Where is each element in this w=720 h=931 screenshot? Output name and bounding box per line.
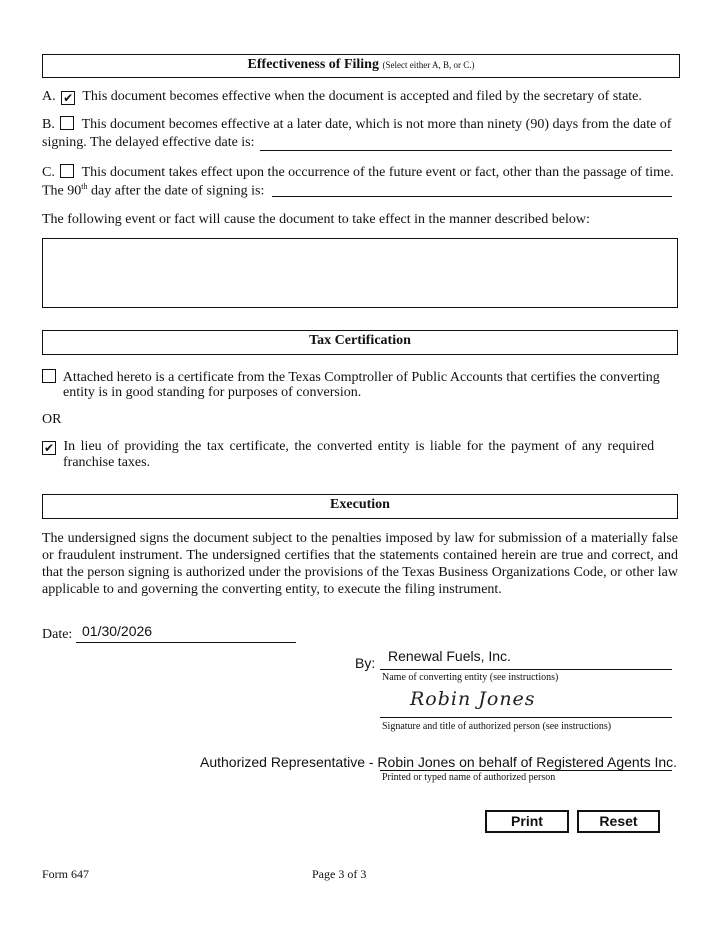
option-a-label: A. — [42, 89, 56, 104]
option-b — [42, 116, 671, 133]
c-post: day after the date of signing is: — [87, 183, 265, 199]
c-pre: The 90 — [42, 183, 82, 199]
option-b-label: B. — [42, 117, 55, 132]
tax-option-2-text2: franchise taxes. — [63, 455, 151, 470]
form-number: Form 647 — [42, 867, 90, 881]
date-value: 01/30/2026 — [82, 623, 153, 639]
option-b-text2: signing. The delayed effective date is: — [42, 135, 255, 150]
reset-button[interactable]: Reset — [577, 810, 660, 833]
tax-option-1 — [40, 369, 660, 386]
tax-option-1-text: Attached hereto is a certificate from the Texas Comptroller of Public Accounts that certifies the converting — [62, 370, 660, 385]
entity-name-value: Renewal Fuels, Inc. — [388, 648, 511, 664]
tax-option-2-text: In lieu of providing the tax certificate, the converted entity is liable for the payment of any required — [63, 439, 655, 454]
effectiveness-header — [42, 54, 680, 78]
delayed-date-field[interactable] — [260, 150, 672, 151]
or-label: OR — [42, 412, 62, 427]
date-label: Date: — [42, 627, 73, 642]
printed-name-caption: Printed or typed name of authorized person — [382, 772, 556, 783]
effectiveness-subtitle: (Select either A, B, or C.) — [382, 60, 475, 70]
date-field[interactable] — [76, 642, 296, 643]
execution-header — [42, 494, 678, 519]
page-number: Page 3 of 3 — [312, 867, 367, 881]
entity-name-field[interactable] — [380, 669, 672, 670]
tax-header — [42, 330, 678, 355]
option-a-checkbox[interactable]: ✔ — [63, 91, 74, 105]
tax-certificate-checkbox[interactable] — [42, 369, 56, 383]
by-label: By: — [355, 655, 376, 671]
tax-title: Tax Certification — [309, 333, 411, 348]
option-c-text: This document takes effect upon the occurrence of the future event or fact, other than the passage of time. — [81, 165, 674, 180]
signature-caption: Signature and title of authorized person (see instructions) — [382, 721, 612, 732]
tax-option-2 — [40, 439, 654, 455]
signature-field[interactable] — [380, 717, 672, 718]
event-textarea[interactable] — [42, 238, 678, 308]
option-c-text2 — [42, 182, 264, 200]
option-a-text: This document becomes effective when the document is accepted and filed by the secretary of state. — [82, 89, 642, 104]
tax-option-1-text2: entity is in good standing for purposes of conversion. — [63, 385, 362, 400]
c-sup: th — [81, 182, 88, 191]
event-label: The following event or fact will cause the document to take effect in the manner described below: — [42, 212, 590, 227]
option-b-text: This document becomes effective at a later date, which is not more than ninety (90) days from the date of — [81, 117, 672, 132]
franchise-tax-checkbox[interactable]: ✔ — [43, 441, 55, 455]
signature-image: Robin Jones — [410, 688, 536, 710]
option-c — [42, 164, 674, 181]
printed-name-field[interactable] — [380, 770, 672, 771]
option-a — [42, 89, 642, 105]
option-b-checkbox[interactable] — [60, 116, 74, 130]
execution-paragraph: The undersigned signs the document subject to the penalties imposed by law for submission of a materially false or fraudulent instrument. The undersigned certifies that the statements contained herein are true and correct, and that the person signing is authorized under the provisions of the Texas Business Organizations Code, or other law applicable to and governing the converting entity, to execute the filing instrument. — [42, 531, 678, 597]
entity-caption: Name of converting entity (see instructions) — [382, 672, 559, 683]
option-c-label: C. — [42, 165, 55, 180]
ninetieth-day-field[interactable] — [272, 196, 672, 197]
print-button[interactable]: Print — [485, 810, 569, 833]
option-c-checkbox[interactable] — [60, 164, 74, 178]
effectiveness-title: Effectiveness of Filing — [247, 57, 379, 72]
printed-name-value: Authorized Representative - Robin Jones on behalf of Registered Agents Inc. — [200, 754, 678, 770]
execution-title: Execution — [330, 497, 390, 512]
